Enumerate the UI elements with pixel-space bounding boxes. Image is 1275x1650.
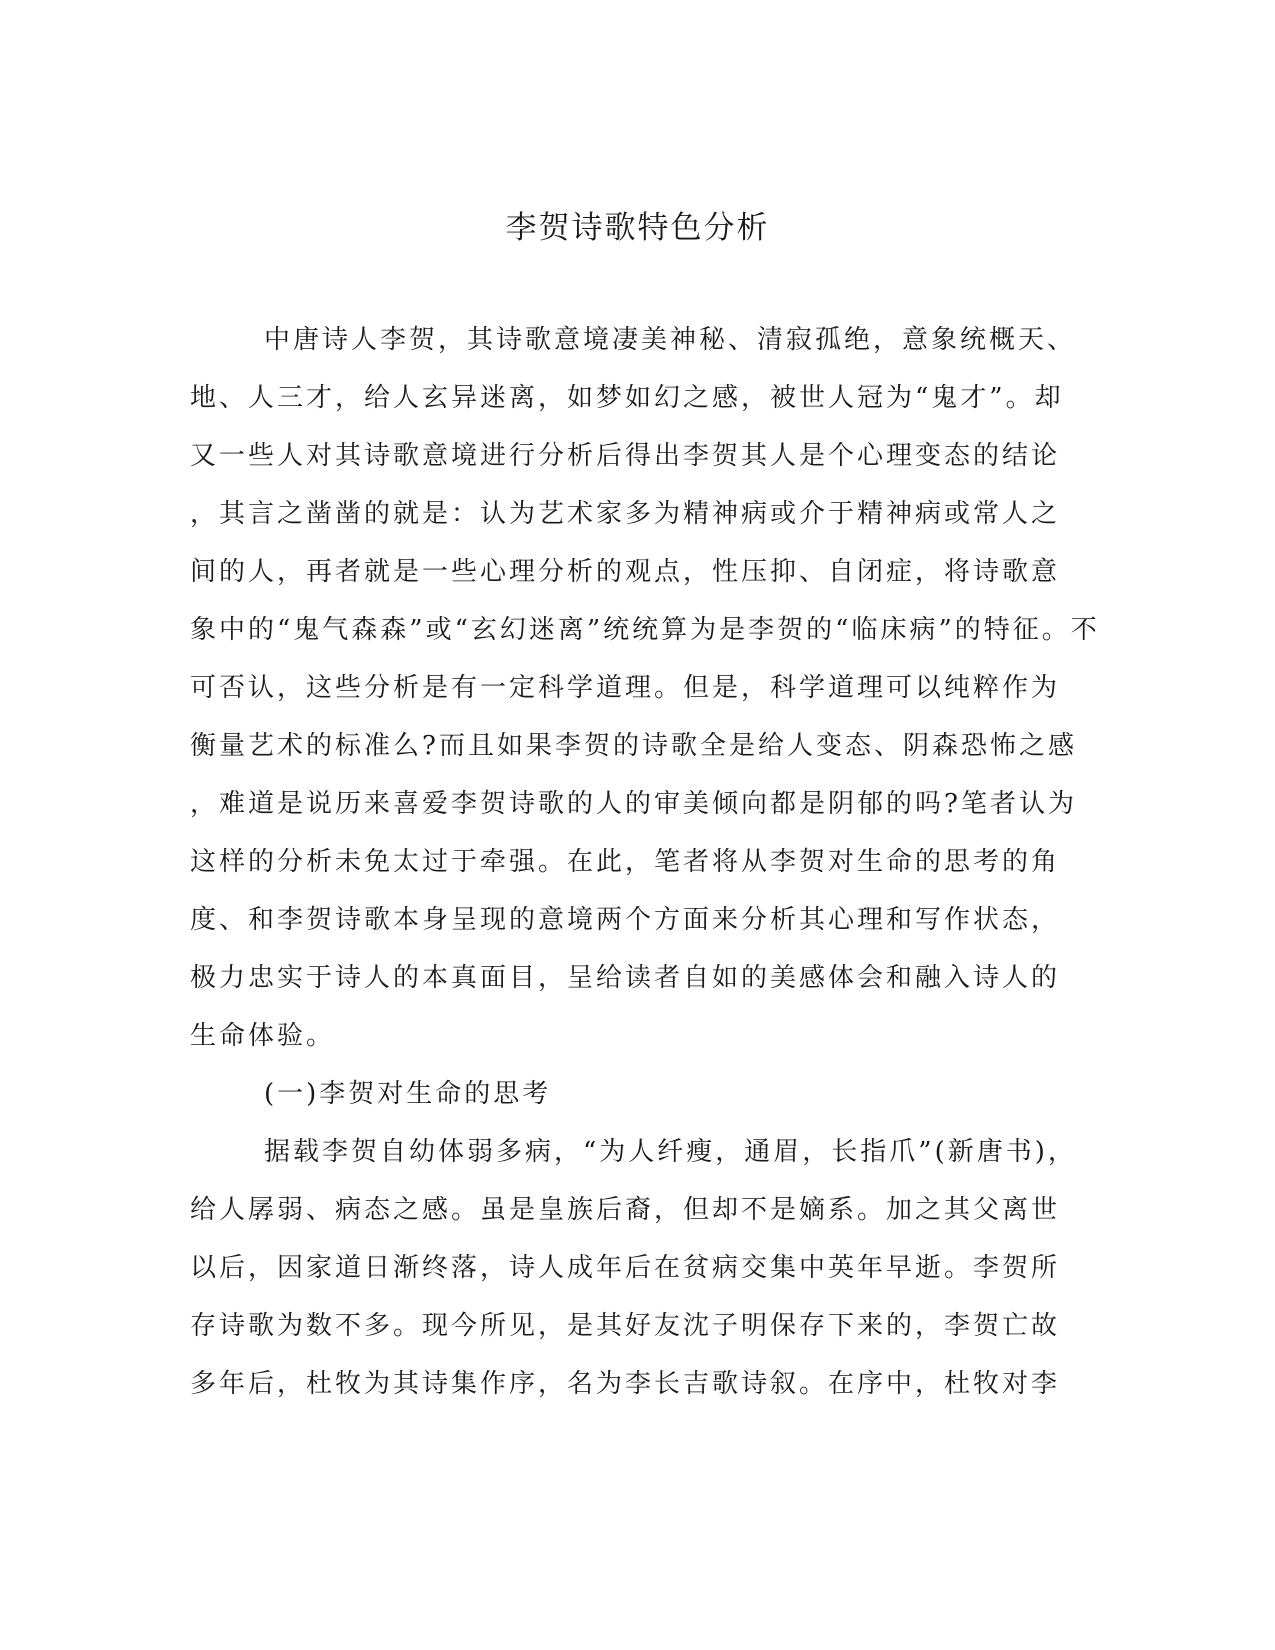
section-heading: (一)李贺对生命的思考 — [264, 1079, 552, 1109]
paragraph-2-line-4: 存诗歌为数不多。现今所见，是其好友沈子明保存下来的，李贺亡故 — [190, 1311, 1061, 1341]
paragraph-1-line-4: ，其言之凿凿的就是：认为艺术家多为精神病或介于精神病或常人之 — [190, 499, 1061, 529]
paragraph-1-line-13: 生命体验。 — [190, 1021, 336, 1051]
paragraph-1-line-2: 地、人三才，给人玄异迷离，如梦如幻之感，被世人冠为“鬼才”。却 — [190, 383, 1064, 413]
paragraph-1-line-1: 中唐诗人李贺，其诗歌意境凄美神秘、清寂孤绝，意象统概天、 — [264, 325, 1077, 355]
paragraph-2-line-3: 以后，因家道日渐终落，诗人成年后在贫病交集中英年早逝。李贺所 — [190, 1253, 1061, 1283]
paragraph-1-line-7: 可否认，这些分析是有一定科学道理。但是，科学道理可以纯粹作为 — [190, 673, 1061, 703]
paragraph-1-line-12: 极力忠实于诗人的本真面目，呈给读者自如的美感体会和融入诗人的 — [190, 963, 1061, 993]
paragraph-1-line-8: 衡量艺术的标准么?而且如果李贺的诗歌全是给人变态、阴森恐怖之感 — [190, 731, 1077, 761]
paragraph-1-line-3: 又一些人对其诗歌意境进行分析后得出李贺其人是个心理变态的结论 — [190, 441, 1061, 471]
paragraph-1-line-9: ，难道是说历来喜爱李贺诗歌的人的审美倾向都是阴郁的吗?笔者认为 — [190, 789, 1077, 819]
paragraph-2-line-5: 多年后，杜牧为其诗集作序，名为李长吉歌诗叙。在序中，杜牧对李 — [190, 1369, 1061, 1399]
page-title: 李贺诗歌特色分析 — [505, 210, 770, 246]
paragraph-1-line-6: 象中的“鬼气森森”或“玄幻迷离”统统算为是李贺的“临床病”的特征。不 — [190, 615, 1100, 645]
paragraph-2-line-1: 据载李贺自幼体弱多病，“为人纤瘦，通眉，长指爪”(新唐书)， — [264, 1137, 1077, 1167]
paragraph-1-line-5: 间的人，再者就是一些心理分析的观点，性压抑、自闭症，将诗歌意 — [190, 557, 1061, 587]
paragraph-1-line-11: 度、和李贺诗歌本身呈现的意境两个方面来分析其心理和写作状态， — [190, 905, 1061, 935]
paragraph-2-line-2: 给人孱弱、病态之感。虽是皇族后裔，但却不是嫡系。加之其父离世 — [190, 1195, 1061, 1225]
paragraph-1-line-10: 这样的分析未免太过于牵强。在此，笔者将从李贺对生命的思考的角 — [190, 847, 1061, 877]
